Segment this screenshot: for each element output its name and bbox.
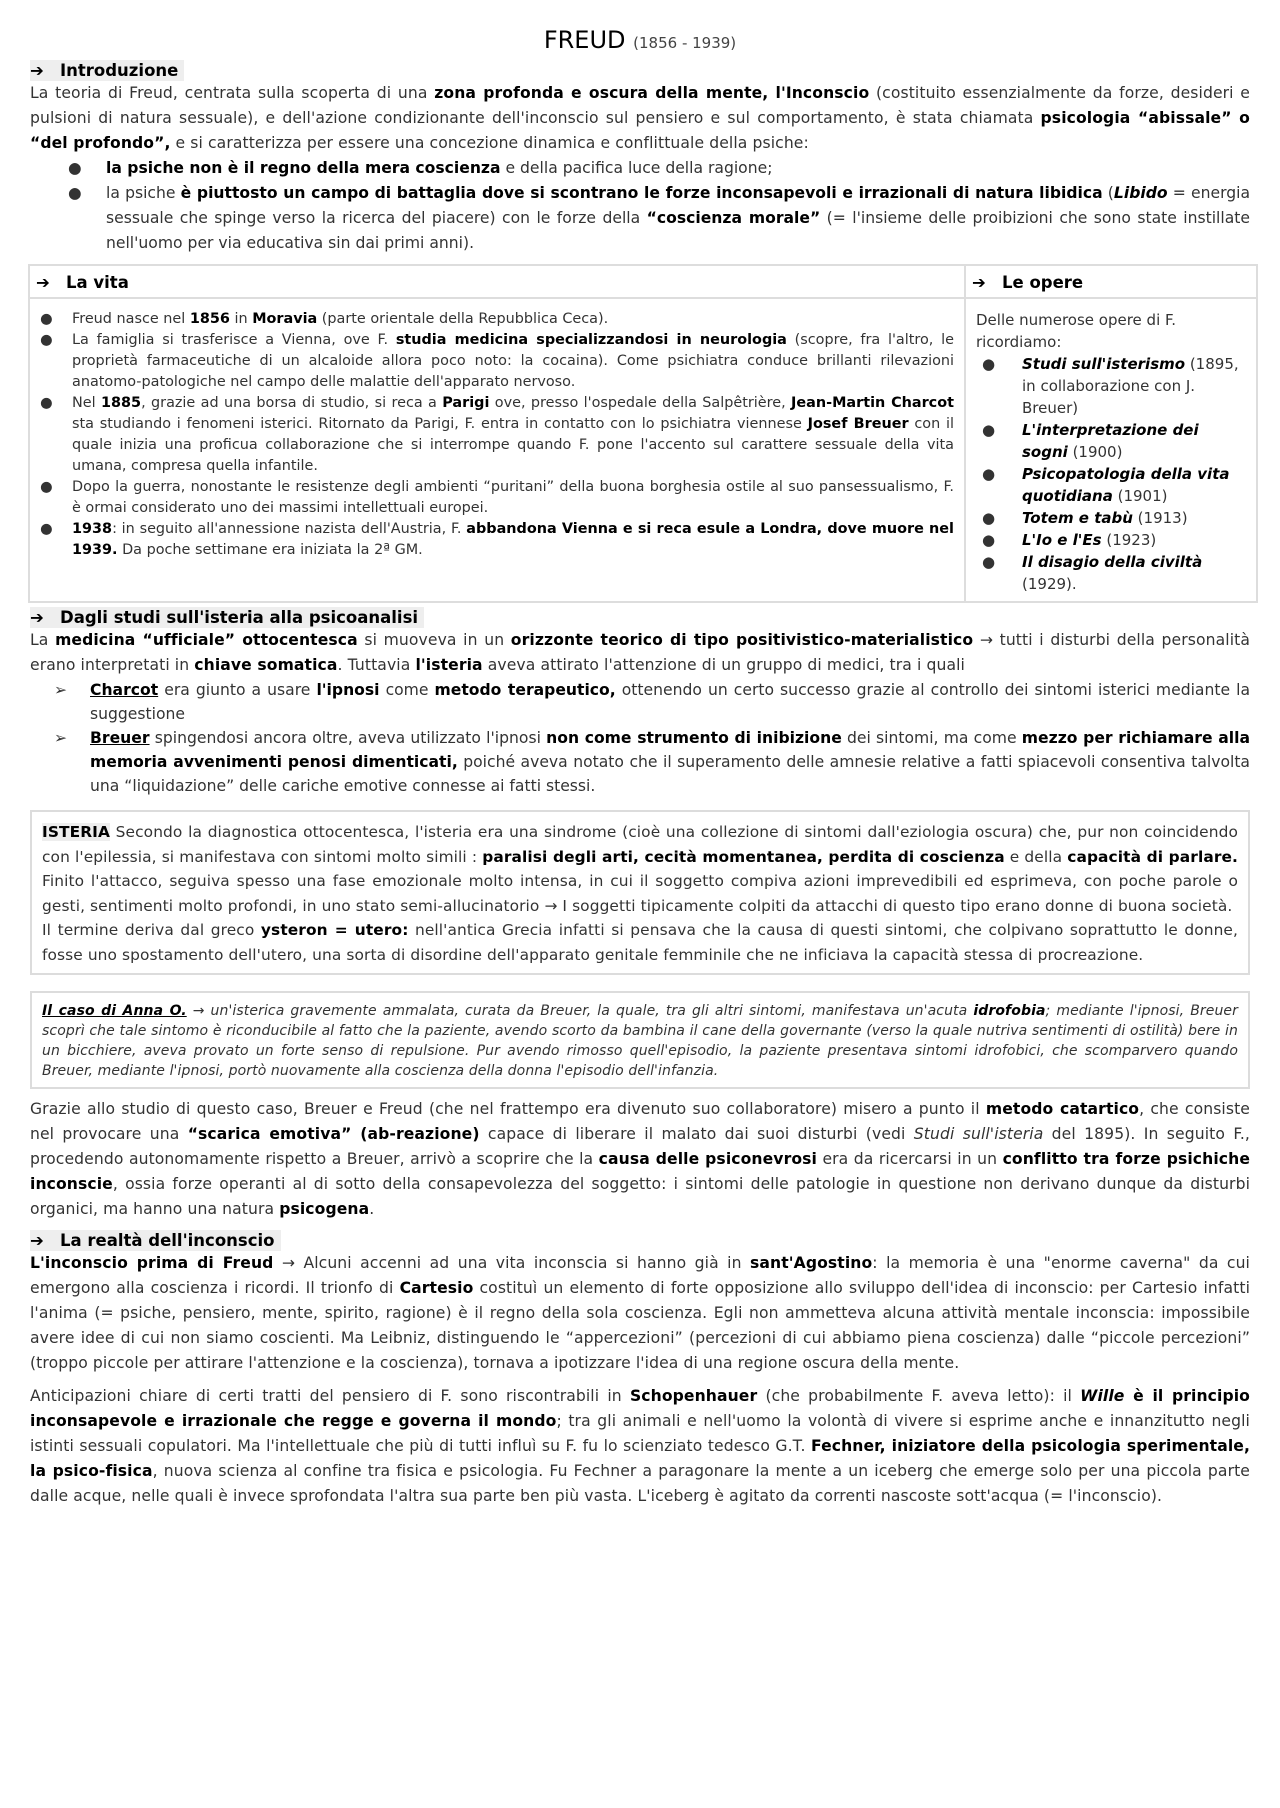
arrow-icon: ➔ (30, 608, 44, 627)
isteria-paragraph: La medicina “ufficiale” ottocentesca si muoveva in un orizzonte teorico di tipo positivistico-materialistico → tutti i disturbi della personalità erano interpretati in chiave somatica. Tuttavia l'isteria aveva attirato l'attenzione di un gruppo di medici, tra i quali (30, 631, 1250, 674)
metodo-catartico-paragraph: Grazie allo studio di questo caso, Breuer e Freud (che nel frattempo era divenuto suo collaboratore) misero a punto il metodo catartico, che consiste nel provocare una “scarica emotiva” (ab-reazione) capace di liberare il malato dai suoi disturbi (vedi Studi sull'isteria del 1895). In seguito F., procedendo autonomamente rispetto a Breuer, arrivò a scoprire che la causa delle psiconevrosi era da ricercarsi in un conflitto tra forze psichiche inconscie, ossia forze operanti al di sotto della consapevolezza del soggetto: i sintomi delle patologie in questione non derivano dunque da disturbi organici, ma hanno una natura psicogena. (30, 1100, 1251, 1218)
section-heading-introduzione: ➔ Introduzione (30, 60, 184, 81)
bullet-icon: ● (982, 531, 996, 549)
section-heading-inconscio: ➔ La realtà dell'inconscio (30, 1230, 281, 1251)
bullet-icon: ● (982, 421, 996, 439)
bullet-icon: ● (40, 395, 53, 411)
arrow-icon: ➔ (36, 273, 50, 292)
isteria-arrow-list (54, 678, 1250, 798)
arrow-icon: ➔ (30, 1231, 44, 1250)
arrow-icon: ➔ (972, 273, 986, 292)
list-item: ● Psicopatologia della vita quotidiana (1901) (982, 465, 1230, 505)
intro-paragraph: La teoria di Freud, centrata sulla scoperta di una zona profonda e oscura della mente, l'Inconscio (costituito essenzialmente da forze, desideri e pulsioni di natura sessuale), e dell'azione condizionante dell'inconscio sul pensiero e sul comportamento, è stata chiamata psicologia “abissale” o “del profondo”, e si caratterizza per essere una concezione dinamica e conflittuale della psiche: (30, 84, 1250, 152)
list-item: ● la psiche è piuttosto un campo di battaglia dove si scontrano le forze inconsapevoli e irrazionali di natura libidica (Libido = energia sessuale che spinge verso la ricerca del piacere) con le forze della “coscienza morale” (= l'insieme delle proibizioni che sono state instillate nell'uomo per via educativa sin dai primi anni). (68, 181, 1250, 256)
section-heading-isteria: ➔ Dagli studi sull'isteria alla psicoanalisi (30, 607, 424, 628)
bullet-icon: ● (982, 509, 996, 527)
list-item: ● Nel 1885, grazie ad una borsa di studio, si reca a Parigi ove, presso l'ospedale della Salpêtrière, Jean-Martin Charcot sta studiando i fenomeni isterici. Ritornato da Parigi, F. entra in contatto con lo psichiatra viennese Josef Breuer con il quale inizia una proficua collaborazione che si interrompe quando F. pone l'accento sul carattere sessuale della vita umana, compresa quella infantile. (40, 395, 955, 474)
list-item: ● L'Io e l'Es (1923) (982, 531, 1157, 549)
list-item: ● Freud nasce nel 1856 in Moravia (parte orientale della Repubblica Ceca). (36, 309, 954, 330)
arrowhead-icon: ➢ (54, 681, 68, 699)
isteria-box (30, 810, 1250, 975)
bullet-icon: ● (982, 465, 996, 483)
page-title (30, 26, 1250, 54)
bullet-icon: ● (40, 332, 53, 348)
section-heading-vita: ➔ La vita (36, 273, 129, 292)
inconscio-paragraph-1: L'inconscio prima di Freud → Alcuni accenni ad una vita inconscia si hanno già in sant'Agostino: la memoria è una "enorme caverna" da cui emergono alla coscienza i ricordi. Il trionfo di Cartesio costituì un elemento di forte opposizione allo sviluppo dell'idea di inconscio: per Cartesio infatti l'anima (= psiche, pensiero, mente, spirito, ragione) è il regno della sola coscienza. Egli non ammetteva alcuna attività mentale inconscia: impossibile avere idee di cui non siamo coscienti. Ma Leibniz, distinguendo le “appercezioni” (percezioni di cui abbiamo piena coscienza) dalle “piccole percezioni” (troppo piccole per attirare l'attenzione e la coscienza), tornava a ipotizzare l'idea di una regione oscura della mente. (30, 1254, 1250, 1372)
vita-list (36, 309, 954, 561)
opere-list (976, 353, 1248, 595)
arrow-icon: ➔ (30, 61, 44, 80)
bullet-icon: ● (68, 184, 82, 202)
intro-bullets (68, 156, 1250, 256)
arrowhead-icon: ➢ (54, 729, 68, 747)
list-item: ● Il disagio della civiltà (1929). (982, 553, 1203, 593)
list-item: ● la psiche non è il regno della mera coscienza e della pacifica luce della ragione; (68, 156, 1250, 181)
title-years: (1856 - 1939) (633, 34, 737, 52)
vita-opere-table (28, 264, 1258, 603)
anna-o-paragraph: Il caso di Anna O. → un'isterica gravemente ammalata, curata da Breuer, la quale, tra gli altri sintomi, manifestava un'acuta idrofobia; mediante l'ipnosi, Breuer scoprì che tale sintomo è riconducibile al fatto che la paziente, avendo scorto da bambina il cane della governante (verso la quale nutriva sentimenti di ostilità) bere in un bicchiere, aveva provato un forte senso di repulsione. Pur avendo rimosso quell'episodio, la paziente presentava sintomi idrofobici, che scomparvero quando Breuer, mediante l'ipnosi, portò nuovamente alla coscienza della donna l'episodio dell'infanzia. (42, 1003, 1239, 1079)
title-main: FREUD (543, 26, 626, 54)
list-item: ➢ Breuer spingendosi ancora oltre, aveva utilizzato l'ipnosi non come strumento di inibizione dei sintomi, ma come mezzo per richiamare alla memoria avvenimenti penosi dimenticati, poiché aveva notato che il superamento delle amnesie relative a fatti spiacevoli consentiva talvolta una “liquidazione” delle cariche emotive connesse ai fatti stessi. (54, 726, 1250, 798)
bullet-icon: ● (40, 521, 53, 537)
list-item: ● La famiglia si trasferisce a Vienna, ove F. studia medicina specializzandosi in neurologia (scopre, fra l'altro, le proprietà farmaceutiche di un alcaloide allora poco noto: la cocaina). Come psichiatra conduce brillanti rilevazioni anatomo-patologiche nel campo delle malattie dell'apparato nervoso. (40, 332, 954, 390)
bullet-icon: ● (982, 355, 996, 373)
list-item: ● L'interpretazione dei sogni (1900) (982, 421, 1199, 461)
list-item: ➢ Charcot era giunto a usare l'ipnosi come metodo terapeutico, ottenendo un certo successo grazie al controllo dei sintomi isterici mediante la suggestione (54, 678, 1250, 726)
inconscio-paragraph-2: Anticipazioni chiare di certi tratti del pensiero di F. sono riscontrabili in Schopenhauer (che probabilmente F. aveva letto): il Wille è il principio inconsapevole e irrazionale che regge e governa il mondo; tra gli animali e nell'uomo la volontà di vivere si esprime anche e innanzitutto negli istinti sessuali copulatori. Ma l'intellettuale che più di tutti influì su F. fu lo scienziato tedesco G.T. Fechner, iniziatore della psicologia sperimentale, la psico-fisica, nuova scienza al confine tra fisica e psicologia. Fu Fechner a paragonare la mente a un iceberg che emerge solo per una piccola parte dalle acque, nelle quali è invece sprofondata l'altra sua parte ben più vasta. L'iceberg è agitato da correnti nascoste sott'acqua (= l'inconscio). (30, 1387, 1250, 1505)
bullet-icon: ● (68, 159, 82, 177)
list-item: ● Studi sull'isterismo (1895, in collaborazione con J. Breuer) (982, 355, 1239, 417)
opere-header-cell (965, 265, 1257, 298)
vita-header-cell (29, 265, 965, 298)
bullet-icon: ● (40, 479, 53, 495)
isteria-box-paragraph-1: ISTERIA Secondo la diagnostica ottocentesca, l'isteria era una sindrome (cioè una collezione di sintomi dall'eziologia oscura) che, pur non coincidendo con l'epilessia, si manifestava con sintomi molto simili : paralisi degli arti, cecità momentanea, perdita di coscienza e della capacità di parlare. Finito l'attacco, seguiva spesso una fase emozionale molto intensa, in cui il soggetto compiva azioni imprevedibili ed esprimeva, con poche parole o gesti, sentimenti molto profondi, in uno stato semi-allucinatorio → I soggetti tipicamente colpiti da attacchi di questo tipo erano donne di buona società. (42, 823, 1238, 915)
bullet-icon: ● (40, 311, 53, 327)
list-item: ● Dopo la guerra, nonostante le resistenze degli ambienti “puritani” della buona borghesia ostile al suo pansessualismo, F. è ormai considerato uno dei massimi intellettuali europei. (40, 479, 954, 516)
bullet-icon: ● (982, 553, 996, 571)
section-heading-opere: ➔ Le opere (972, 273, 1084, 292)
anna-o-box (30, 991, 1250, 1089)
opere-body-cell (965, 298, 1257, 602)
list-item: ● 1938: in seguito all'annessione nazista dell'Austria, F. abbandona Vienna e si reca esule a Londra, dove muore nel 1939. Da poche settimane era iniziata la 2ª GM. (40, 521, 954, 558)
document-page (30, 26, 1250, 1509)
list-item: ● Totem e tabù (1913) (982, 509, 1188, 527)
opere-intro: Delle numerose opere di F. ricordiamo: (976, 311, 1176, 351)
vita-body-cell (29, 298, 965, 602)
isteria-box-paragraph-2: Il termine deriva dal greco ysteron = utero: nell'antica Grecia infatti si pensava che la causa di questi sintomi, che colpivano soprattutto le donne, fosse uno spostamento dell'utero, una sorta di disordine dell'apparato genitale femminile che ne inficiava la capacità stessa di procreazione. (42, 921, 1238, 964)
